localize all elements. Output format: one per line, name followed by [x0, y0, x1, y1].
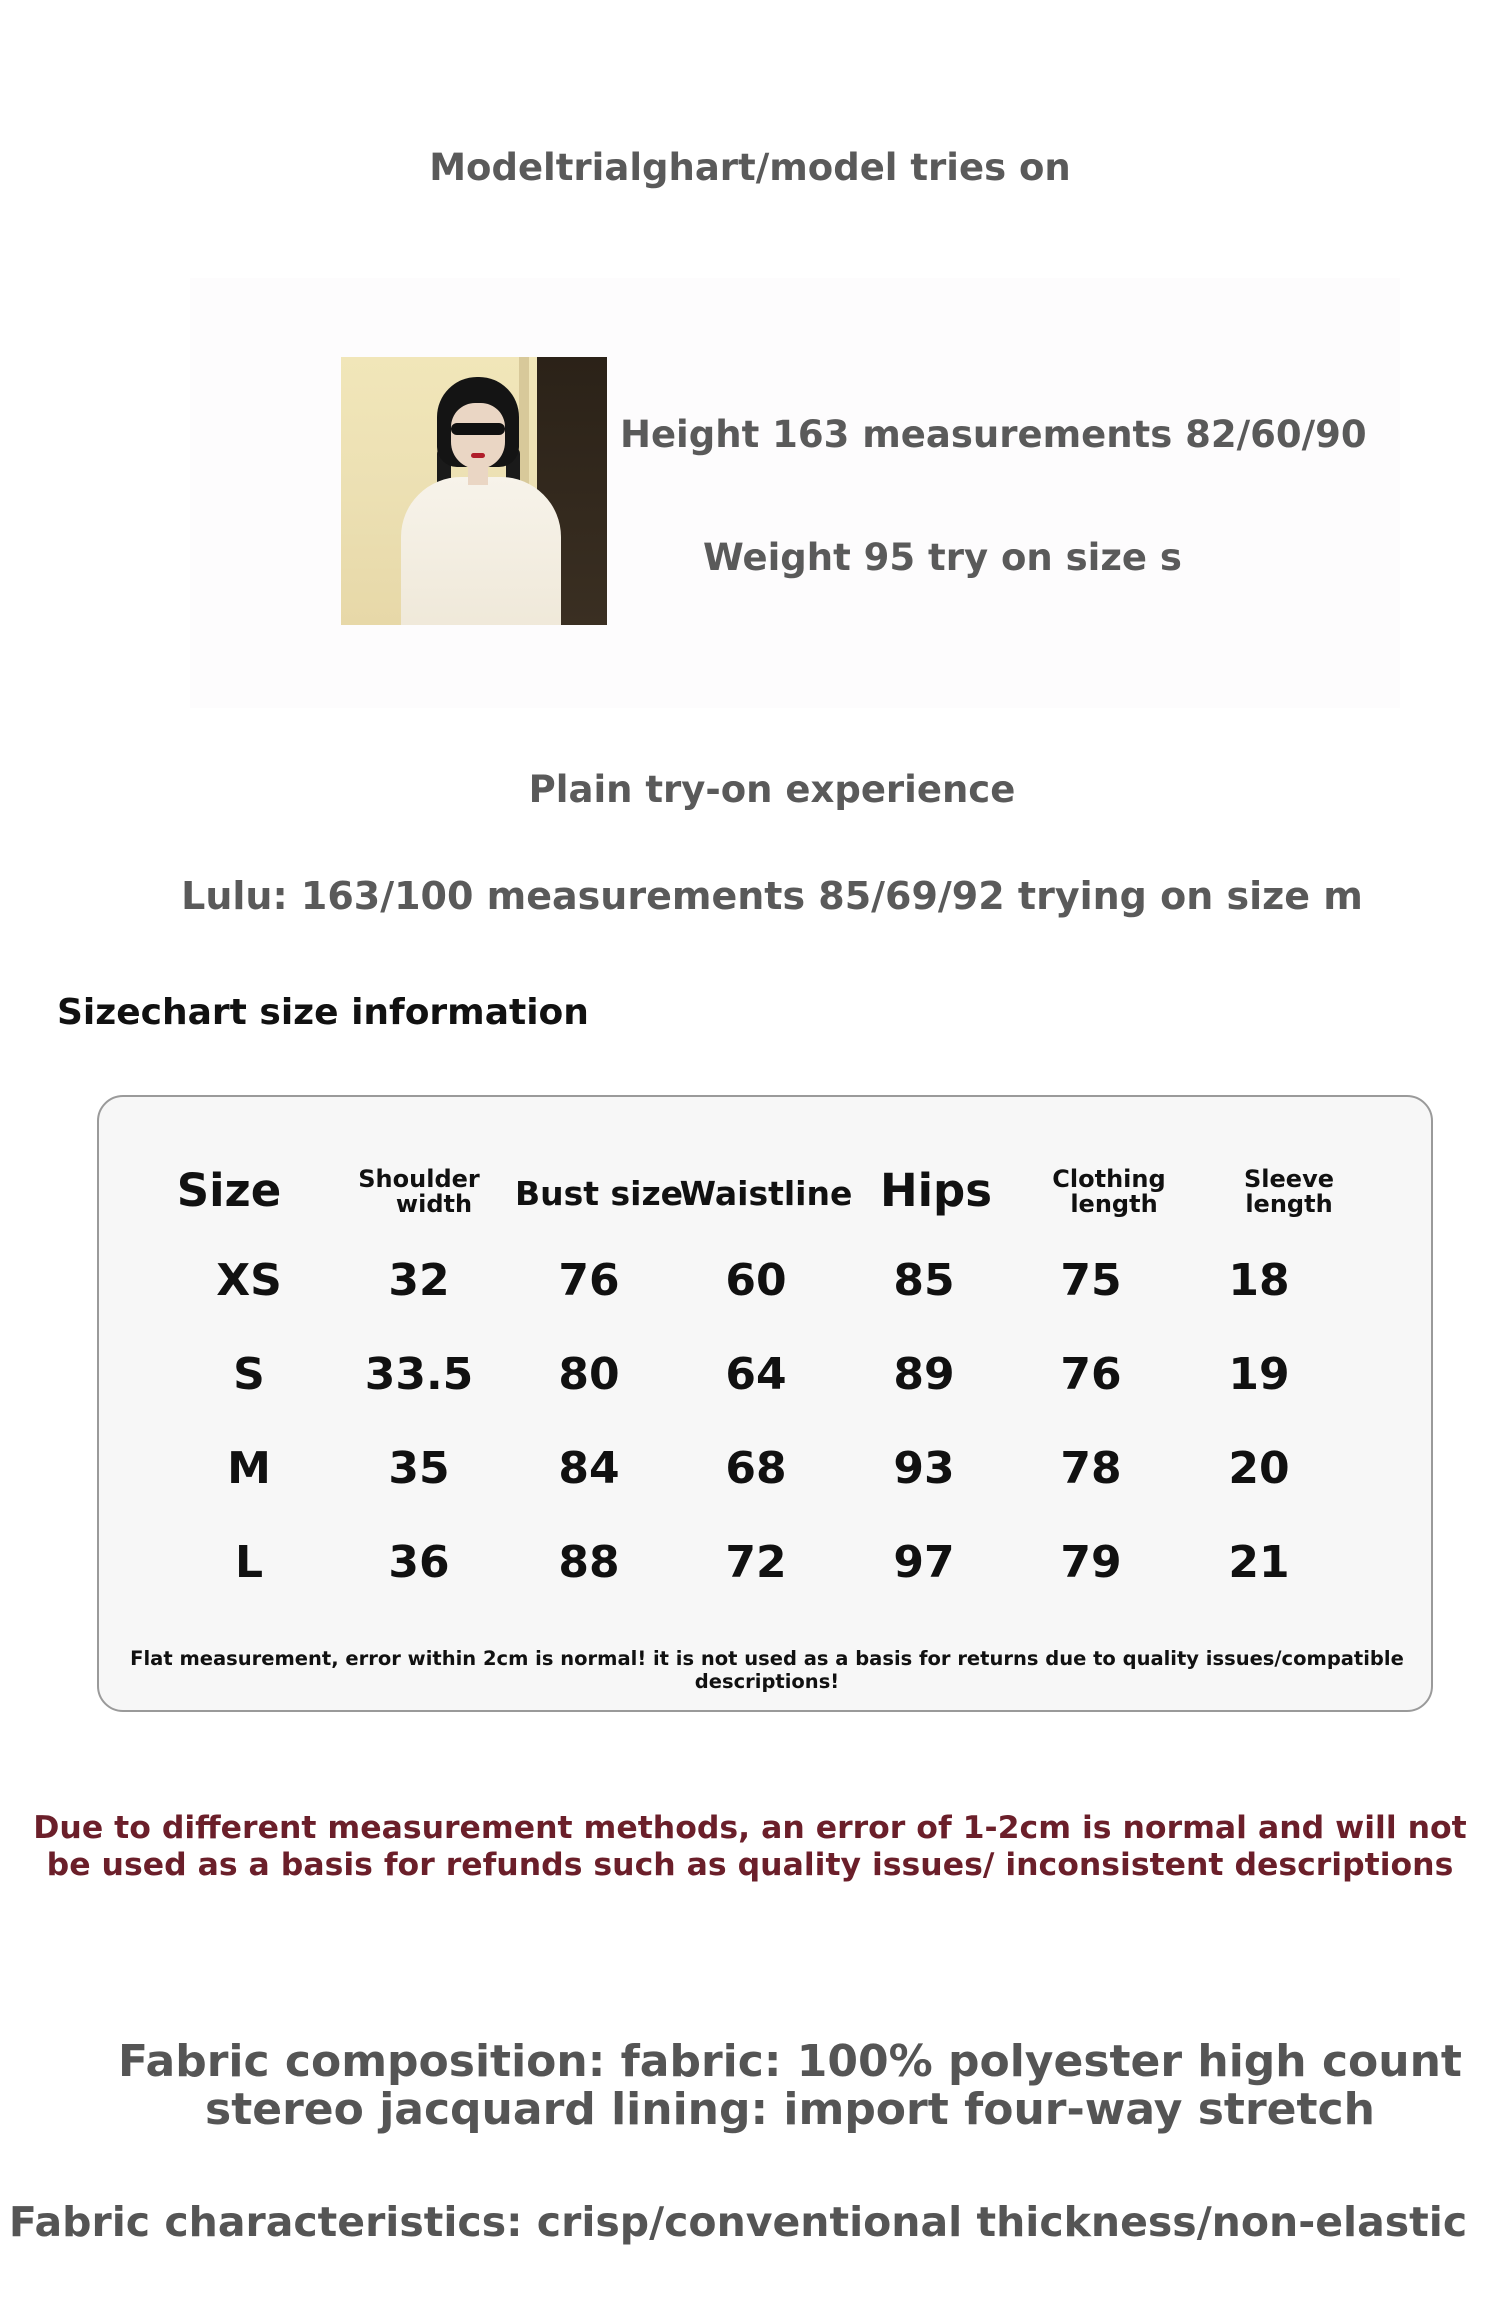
row-l-clothing: 79 [1060, 1537, 1122, 1588]
row-m-size: M [227, 1443, 271, 1494]
header-waistline: Waistline [679, 1174, 853, 1213]
row-m-waist: 68 [725, 1443, 787, 1494]
row-l-size: L [234, 1537, 264, 1588]
measurement-warning: Due to different measurement methods, an error of 1-2cm is normal and will not be used as a basis for refunds such as quality issues/ inconsistent descriptions [33, 1810, 1467, 1883]
row-m-clothing: 78 [1060, 1443, 1122, 1494]
row-xs-size: XS [216, 1255, 282, 1306]
header-hips: Hips [879, 1164, 993, 1217]
row-m-sleeve: 20 [1228, 1443, 1290, 1494]
header-clothing-length: Clothing length [1052, 1165, 1166, 1218]
row-s-shoulder: 33.5 [364, 1349, 474, 1400]
row-m-shoulder: 35 [388, 1443, 450, 1494]
header-size: Size [176, 1164, 282, 1217]
model-height-measurements: Height 163 measurements 82/60/90 [620, 413, 1367, 456]
sizechart-footnote: Flat measurement, error within 2cm is normal! it is not used as a basis for returns due to quality issues/compatible descriptions! [130, 1647, 1404, 1693]
row-xs-waist: 60 [725, 1255, 787, 1306]
row-m-bust: 84 [558, 1443, 620, 1494]
row-xs-bust: 76 [558, 1255, 620, 1306]
row-s-sleeve: 19 [1228, 1349, 1290, 1400]
row-s-hips: 89 [893, 1349, 955, 1400]
model-weight-size: Weight 95 try on size s [703, 536, 1182, 579]
row-xs-hips: 85 [893, 1255, 955, 1306]
lulu-tryon-info: Lulu: 163/100 measurements 85/69/92 trying on size m [181, 874, 1363, 918]
row-l-shoulder: 36 [388, 1537, 450, 1588]
header-bust-size: Bust size [514, 1174, 684, 1213]
sizechart-title: Sizechart size information [57, 992, 589, 1033]
fabric-characteristics: Fabric characteristics: crisp/conventional thickness/non-elastic [8, 2198, 1468, 2246]
fabric-composition: Fabric composition: fabric: 100% polyester high count stereo jacquard lining: import four-way stretch [118, 2036, 1462, 2135]
size-chart-table [97, 1095, 1433, 1712]
row-s-bust: 80 [558, 1349, 620, 1400]
plain-tryon-title: Plain try-on experience [528, 768, 1016, 811]
row-l-bust: 88 [558, 1537, 620, 1588]
header-sleeve-length: Sleeve length [1244, 1165, 1334, 1218]
model-photo [341, 357, 607, 625]
row-l-waist: 72 [725, 1537, 787, 1588]
row-xs-shoulder: 32 [388, 1255, 450, 1306]
row-m-hips: 93 [893, 1443, 955, 1494]
row-xs-sleeve: 18 [1228, 1255, 1290, 1306]
row-s-waist: 64 [725, 1349, 787, 1400]
page-title: Modeltrialghart/model tries on [429, 146, 1071, 189]
row-s-size: S [233, 1349, 265, 1400]
row-xs-clothing: 75 [1060, 1255, 1122, 1306]
row-s-clothing: 76 [1060, 1349, 1122, 1400]
row-l-hips: 97 [893, 1537, 955, 1588]
row-l-sleeve: 21 [1228, 1537, 1290, 1588]
header-shoulder-width: Shoulder width [358, 1165, 480, 1218]
